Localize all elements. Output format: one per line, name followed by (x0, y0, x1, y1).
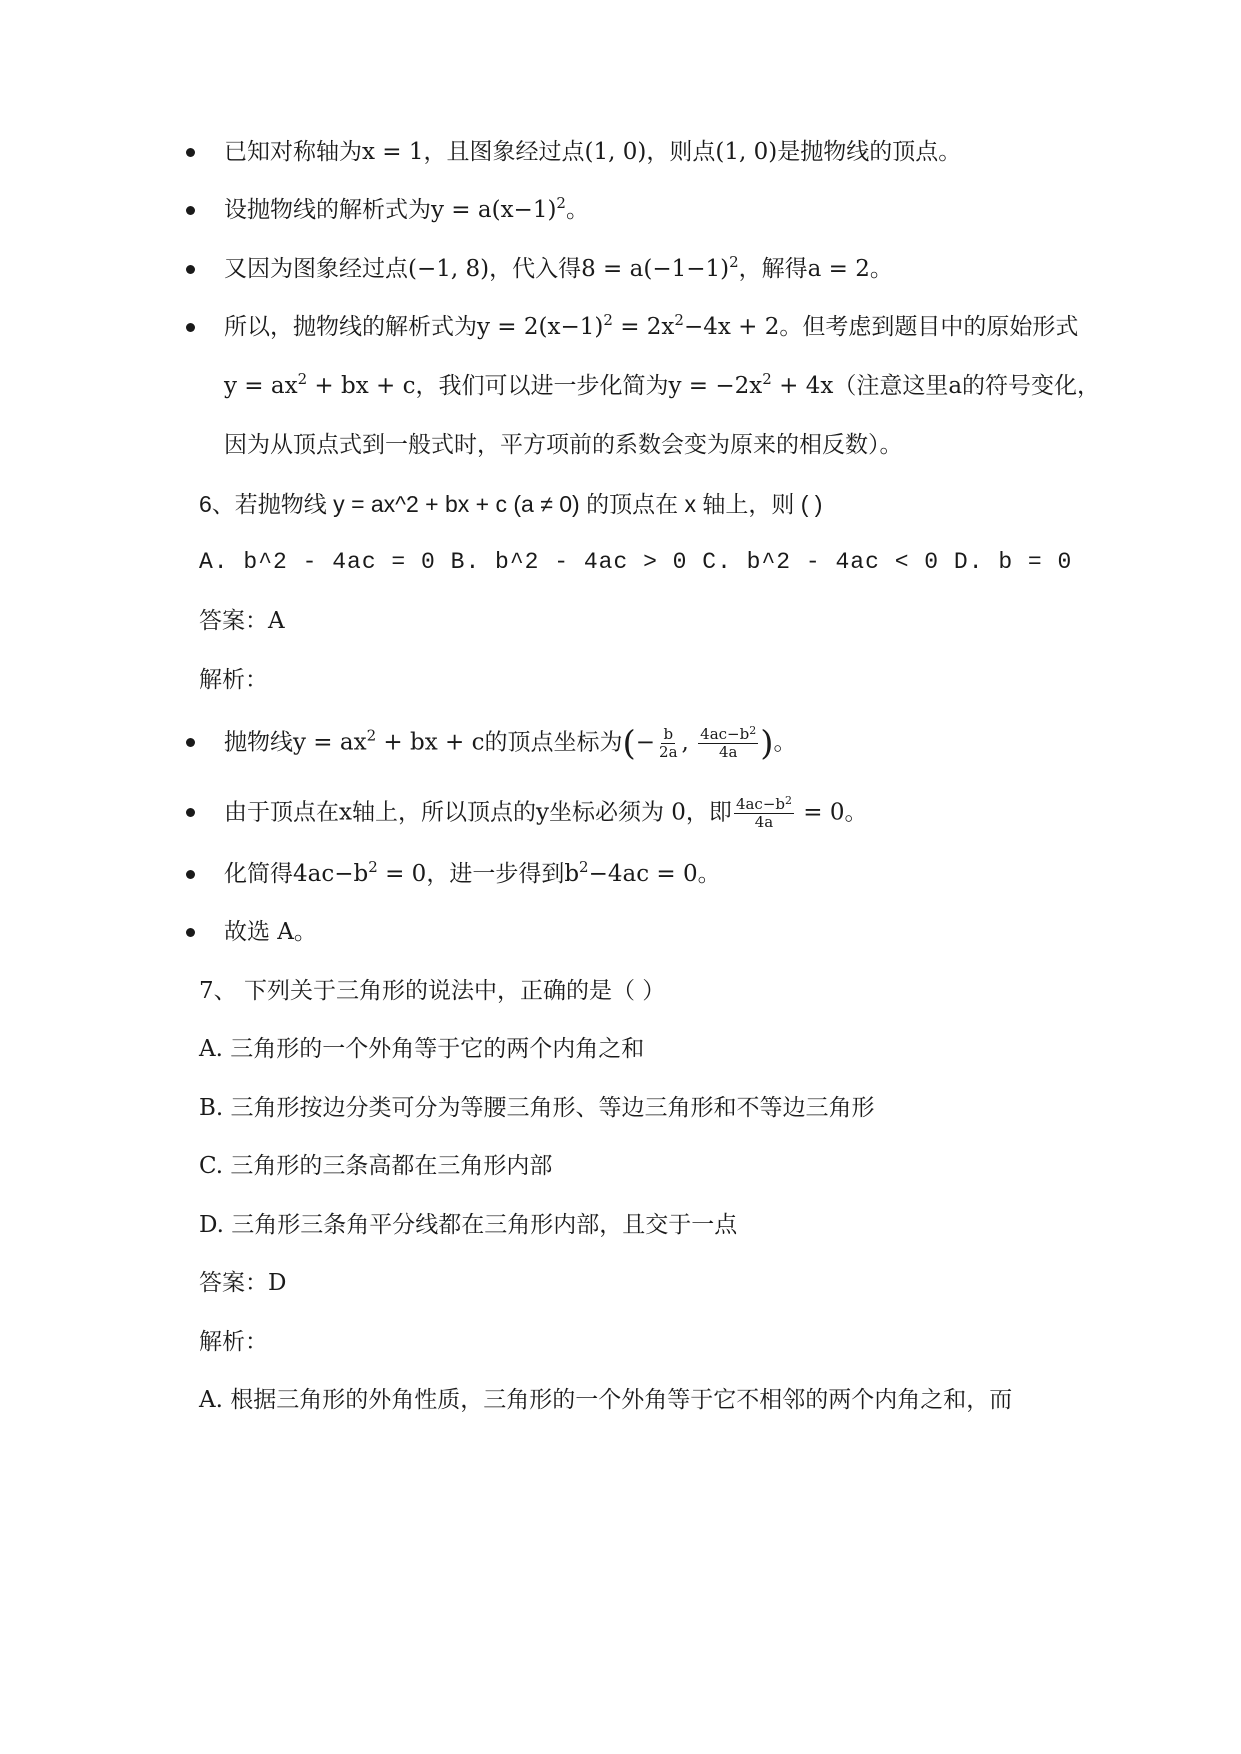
line-text: 解析： (199, 667, 268, 693)
bullet-dot (186, 265, 195, 274)
bullet-dot (186, 808, 195, 817)
fraction-vertex-y: $\frac{4ac-b^2}{4a}$ (700, 724, 757, 761)
line-text: C. 三角形的三条高都在三角形内部 (199, 1153, 553, 1179)
bullet-dot (186, 928, 195, 937)
bullet-dot (186, 148, 195, 157)
line-text: $y = ax^2$ + bx + c，我们可以进一步化简为$y = -2x^2 + 4x$（注意这里a的符号变化， (224, 370, 1101, 399)
bullet-dot (186, 738, 195, 747)
line-text: 又因为图象经过点(−1, 8)，代入得$8 = a(-1-1)^2$，解得a = 2。 (224, 253, 893, 282)
fraction-b-over-2a: $\frac{b}{2a}$ (659, 725, 678, 761)
line-text: 故选 A。 (224, 919, 317, 945)
bullet-dot (186, 870, 195, 879)
line-text: 答案：D (199, 1270, 287, 1296)
line-text: 由于顶点在x轴上，所以顶点的y坐标必须为 0，即 $\frac{4ac-b^2}{4a}$ = 0。 (224, 794, 868, 831)
line-text: 已知对称轴为x = 1，且图象经过点(1, 0)，则点(1, 0)是抛物线的顶点。 (224, 139, 962, 165)
line-text: 解析： (199, 1329, 268, 1355)
fraction-discriminant: $\frac{4ac-b^2}{4a}$ (735, 794, 792, 831)
line-text: D. 三角形三条角平分线都在三角形内部，且交于一点 (199, 1212, 738, 1238)
line-text: 因为从顶点式到一般式时，平方项前的系数会变为原来的相反数）。 (224, 432, 903, 458)
line-text: 抛物线$y = ax^2$ + bx + c的顶点坐标为(− $\frac{b}{2a}$ , $\frac{4ac-b^2}{4a}$ )。 (224, 723, 797, 764)
line-text: B. 三角形按边分类可分为等腰三角形、等边三角形和不等边三角形 (199, 1095, 875, 1121)
line-text: 设抛物线的解析式为$y = a(x-1)^2$。 (224, 194, 589, 223)
line-text: 所以，抛物线的解析式为$y = 2(x-1)^2 = 2x^2-4x + 2$。但考虑到题目中的原始形式 (224, 311, 1079, 340)
bullet-dot (186, 323, 195, 332)
line-text: A. 根据三角形的外角性质，三角形的一个外角等于它不相邻的两个内角之和，而 (199, 1387, 1013, 1413)
line-text: A. b^2 - 4ac = 0 B. b^2 - 4ac > 0 C. b^2 - 4ac < 0 D. b = 0 (199, 549, 1073, 575)
line-text: 6、若抛物线 y = ax^2 + bx + c (a ≠ 0) 的顶点在 x 轴上，则 ( ) (199, 491, 823, 517)
line-text: 化简得$4ac-b^2 = 0$，进一步得到$b^2-4ac = 0$。 (224, 858, 721, 887)
line-text: 7、 下列关于三角形的说法中，正确的是（ ） (199, 978, 666, 1004)
bullet-dot (186, 206, 195, 215)
line-text: A. 三角形的一个外角等于它的两个内角之和 (199, 1036, 645, 1062)
line-text: 答案：A (199, 608, 285, 634)
